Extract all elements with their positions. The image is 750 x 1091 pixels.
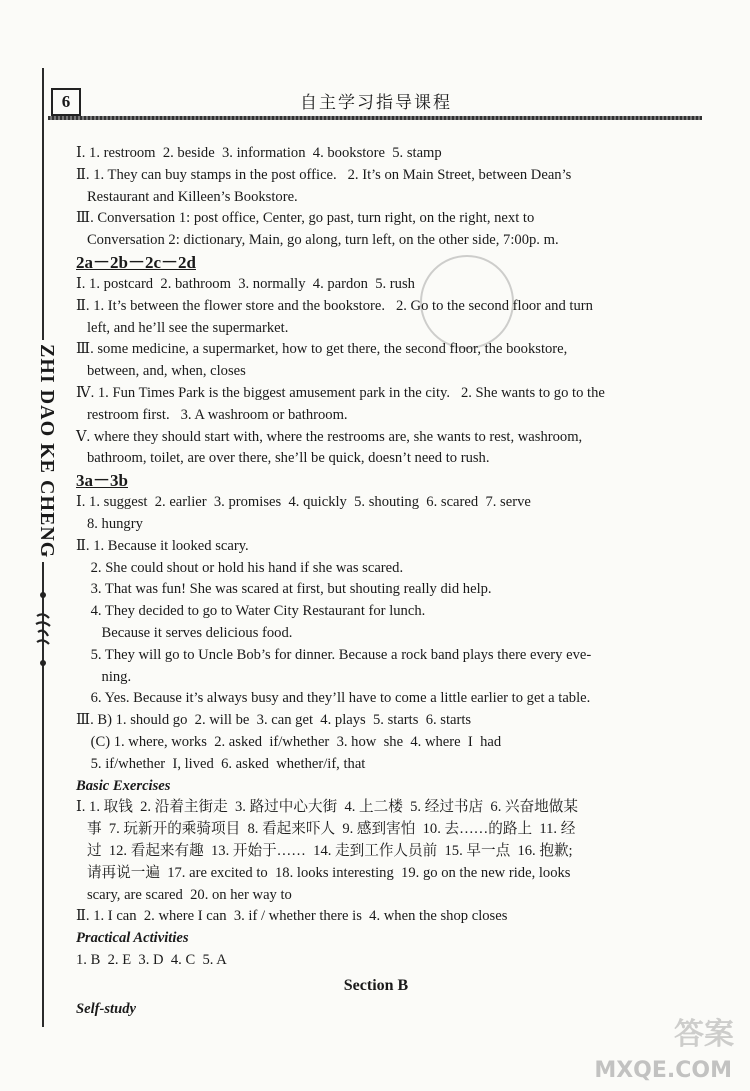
section-heading: 3a－3b xyxy=(76,471,128,491)
answer-line: 1. B 2. E 3. D 4. C 5. A xyxy=(76,951,227,968)
subsection-heading: Basic Exercises xyxy=(76,777,171,794)
side-dot xyxy=(40,592,46,598)
answer-line: Ⅲ. Conversation 1: post office, Center, go past, turn right, on the right, next to xyxy=(76,210,535,227)
side-dot xyxy=(40,660,46,666)
answer-line: Ⅲ. B) 1. should go 2. will be 3. can get 4. plays 5. starts 6. starts xyxy=(76,712,472,729)
header-rule xyxy=(48,116,702,120)
answer-content xyxy=(76,143,676,1021)
section-heading: 2a－2b－2c－2d xyxy=(76,252,196,272)
subsection-heading: Self-study xyxy=(76,1001,136,1018)
answer-line: 5. if/whether I, lived 6. asked whether/if, that xyxy=(76,755,366,772)
answer-line: 请再说一遍 17. are excited to 18. looks interesting 19. go on the new ride, looks xyxy=(76,864,571,881)
side-title: ZHI DAO KE CHENG xyxy=(32,340,58,562)
answer-line: restroom first. 3. A washroom or bathroom. xyxy=(76,406,348,423)
answer-line: (C) 1. where, works 2. asked if/whether 3. how she 4. where I had xyxy=(76,733,502,750)
answer-line: Ⅱ. 1. Because it looked scary. xyxy=(76,537,249,554)
answer-line: Ⅰ. 1. 取钱 2. 沿着主街走 3. 路过中心大街 4. 上二楼 5. 经过书店 6. 兴奋地做某 xyxy=(76,799,578,816)
answer-line: 过 12. 看起来有趣 13. 开始于…… 14. 走到工作人员前 15. 早一点 16. 抱歉; xyxy=(76,842,573,859)
answer-line: Restaurant and Killeen’s Bookstore. xyxy=(76,188,298,205)
answer-line: 4. They decided to go to Water City Restaurant for lunch. xyxy=(76,603,426,620)
answer-line: 6. Yes. Because it’s always busy and they’ll have to come a little earlier to get a table. xyxy=(76,690,591,707)
subsection-heading: Practical Activities xyxy=(76,930,189,947)
answer-line: scary, are scared 20. on her way to xyxy=(76,886,292,903)
answer-line: bathroom, toilet, are over there, she’ll be quick, doesn’t need to rush. xyxy=(76,450,490,467)
answer-line: Ⅰ. 1. restroom 2. beside 3. information 4. bookstore 5. stamp xyxy=(76,145,442,161)
answer-line: 8. hungry xyxy=(76,515,143,532)
page-number: 6 xyxy=(51,88,81,116)
answer-line: Ⅴ. where they should start with, where the restrooms are, she wants to rest, washroom, xyxy=(76,428,583,445)
answer-line: Conversation 2: dictionary, Main, go along, turn left, on the other side, 7:00p. m. xyxy=(76,232,559,249)
answer-line: 5. They will go to Uncle Bob’s for dinner. Because a rock band plays there every eve- xyxy=(76,646,592,663)
watermark-url: MXQE.COM xyxy=(594,1058,732,1083)
answer-line: 3. That was fun! She was scared at first, but shouting really did help. xyxy=(76,581,492,598)
answer-line: ning. xyxy=(76,668,132,685)
header-title: 自主学习指导课程 xyxy=(300,93,452,113)
answer-line: left, and he’ll see the supermarket. xyxy=(76,319,289,336)
answer-line: Ⅰ. 1. postcard 2. bathroom 3. normally 4. pardon 5. rush xyxy=(76,275,415,292)
answer-line: Ⅰ. 1. suggest 2. earlier 3. promises 4. quickly 5. shouting 6. scared 7. serve xyxy=(76,494,531,511)
answer-line: 2. She could shout or hold his hand if she was scared. xyxy=(76,559,404,576)
section-title: Section B xyxy=(343,976,409,994)
answer-line: Ⅱ. 1. They can buy stamps in the post office. 2. It’s on Main Street, between Dean’s xyxy=(76,166,572,183)
answer-line: Ⅳ. 1. Fun Times Park is the biggest amusement park in the city. 2. She wants to go to the xyxy=(76,384,605,401)
answer-line: 事 7. 玩新开的乘骑项目 8. 看起来吓人 9. 感到害怕 10. 去……的路上 11. 经 xyxy=(76,821,576,838)
watermark-logo: 答案 xyxy=(674,1017,734,1052)
answer-line: Because it serves delicious food. xyxy=(76,624,293,641)
answer-line: Ⅲ. some medicine, a supermarket, how to get there, the second floor, the bookstore, xyxy=(76,341,568,358)
side-subtitle-calligraphy xyxy=(34,612,52,648)
answer-line: Ⅱ. 1. It’s between the flower store and the bookstore. 2. Go to the second floor and turn xyxy=(76,297,593,314)
answer-line: between, and, when, closes xyxy=(76,363,246,380)
answer-line: Ⅱ. 1. I can 2. where I can 3. if / whether there is 4. when the shop closes xyxy=(76,908,508,925)
